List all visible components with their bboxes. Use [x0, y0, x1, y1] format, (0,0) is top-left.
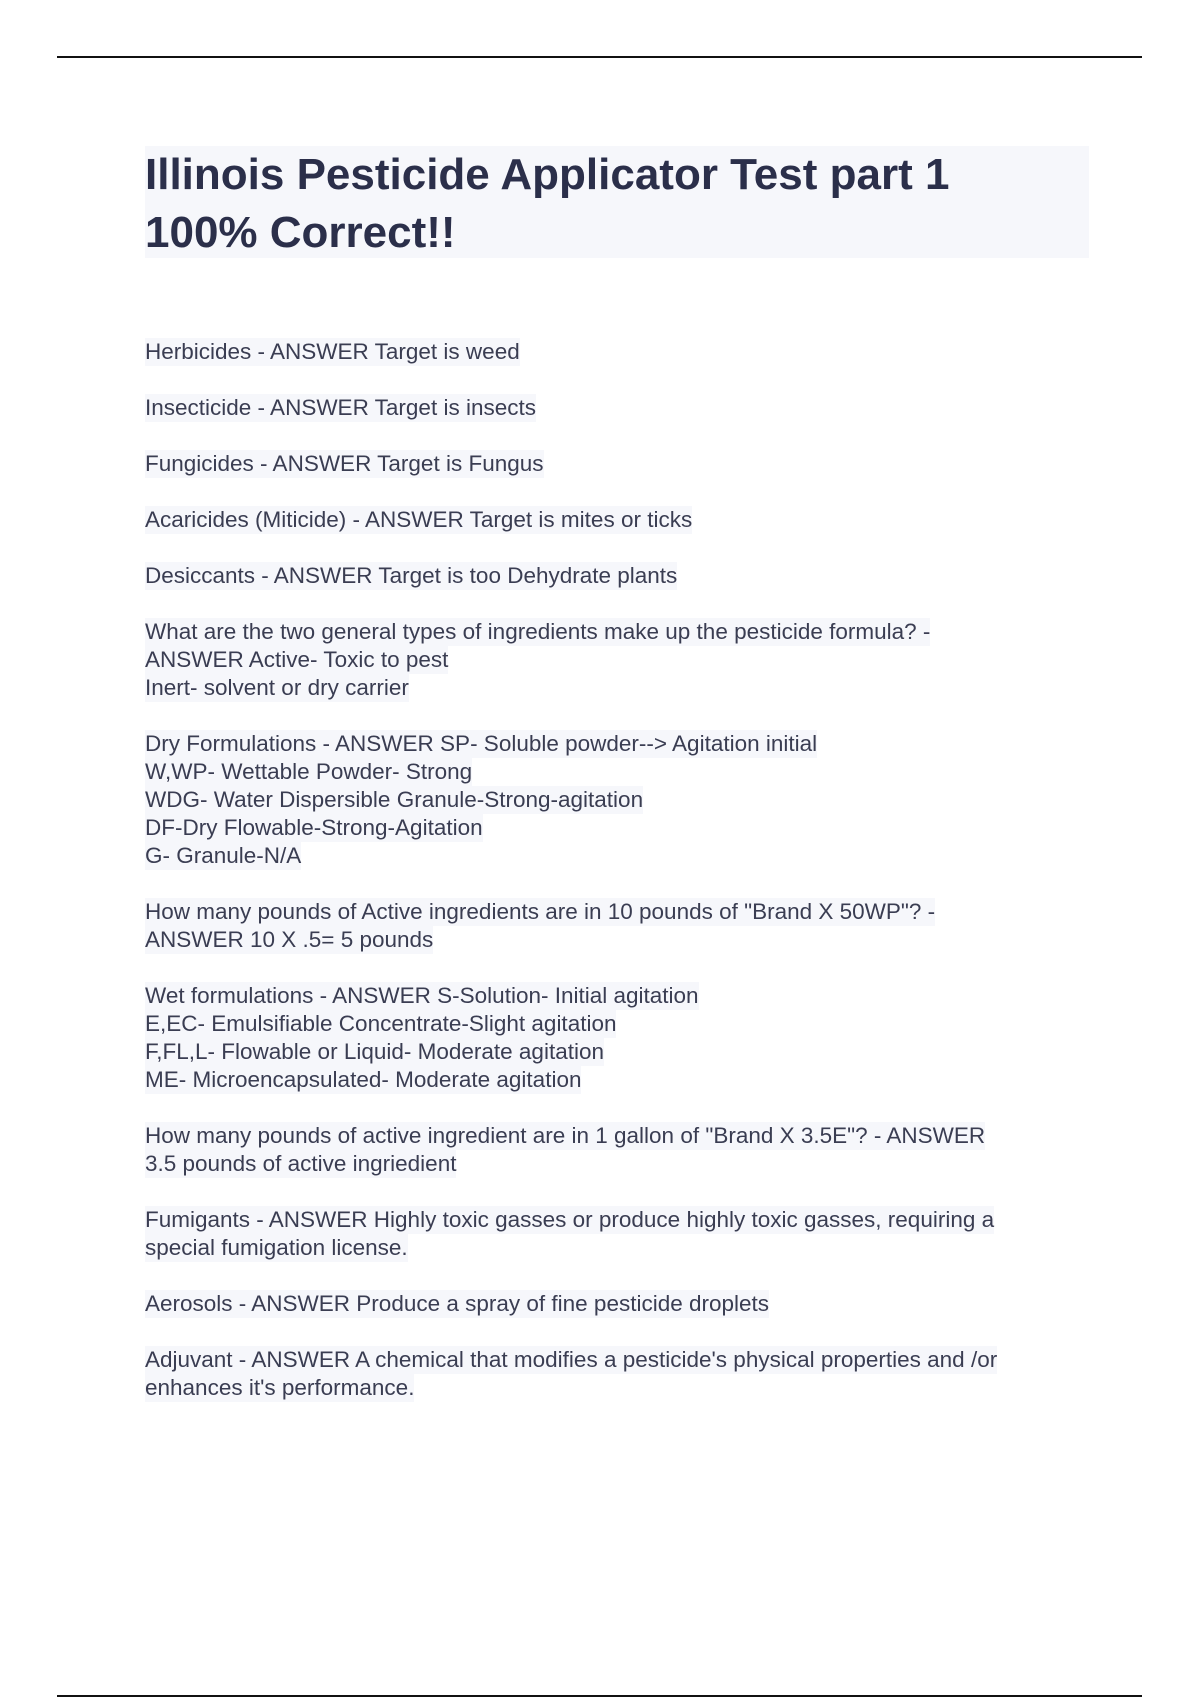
qa-line: G- Granule-N/A [145, 843, 302, 868]
qa-line: E,EC- Emulsifiable Concentrate-Slight agitation [145, 1011, 617, 1036]
document-title [145, 146, 1089, 262]
qa-line: WDG- Water Dispersible Granule-Strong-agitation [145, 787, 644, 812]
qa-line: How many pounds of Active ingredients are in 10 pounds of "Brand X 50WP"? - [145, 899, 936, 924]
qa-line: Herbicides - ANSWER Target is weed [145, 339, 520, 364]
qa-line: Insecticide - ANSWER Target is insects [145, 395, 536, 420]
qa-line: What are the two general types of ingredients make up the pesticide formula? - [145, 619, 931, 644]
qa-entry [145, 394, 1085, 422]
qa-line: Desiccants - ANSWER Target is too Dehydrate plants [145, 563, 678, 588]
qa-line: Dry Formulations - ANSWER SP- Soluble powder--> Agitation initial [145, 731, 818, 756]
qa-line: ANSWER 10 X .5= 5 pounds [145, 927, 434, 952]
qa-entry [145, 1206, 1085, 1262]
qa-entry [145, 562, 1085, 590]
header-rule [57, 56, 1142, 58]
qa-entry [145, 982, 1085, 1094]
qa-entry [145, 1290, 1085, 1318]
qa-line: Acaricides (Miticide) - ANSWER Target is mites or ticks [145, 507, 693, 532]
qa-line: Aerosols - ANSWER Produce a spray of fine pesticide droplets [145, 1291, 770, 1316]
qa-entry [145, 506, 1085, 534]
qa-line: Fungicides - ANSWER Target is Fungus [145, 451, 544, 476]
qa-line: W,WP- Wettable Powder- Strong [145, 759, 473, 784]
qa-line: DF-Dry Flowable-Strong-Agitation [145, 815, 483, 840]
qa-line: ANSWER Active- Toxic to pest [145, 647, 449, 672]
qa-line: enhances it's performance. [145, 1375, 415, 1400]
qa-line: 3.5 pounds of active ingriedient [145, 1151, 457, 1176]
qa-entry [145, 338, 1085, 366]
qa-line: Fumigants - ANSWER Highly toxic gasses or produce highly toxic gasses, requiring a [145, 1207, 995, 1232]
qa-line: Adjuvant - ANSWER A chemical that modifies a pesticide's physical properties and /or [145, 1347, 998, 1372]
qa-line: How many pounds of active ingredient are in 1 gallon of "Brand X 3.5E"? - ANSWER [145, 1123, 986, 1148]
qa-line: ME- Microencapsulated- Moderate agitation [145, 1067, 582, 1092]
qa-entry [145, 450, 1085, 478]
footer-rule [57, 1695, 1142, 1697]
title-line: 100% Correct!! [145, 208, 456, 257]
qa-line: Inert- solvent or dry carrier [145, 675, 409, 700]
qa-list [145, 338, 1085, 1430]
qa-line: Wet formulations - ANSWER S-Solution- Initial agitation [145, 983, 699, 1008]
qa-entry [145, 1122, 1085, 1178]
title-line: Illinois Pesticide Applicator Test part 1 [145, 150, 950, 199]
qa-line: special fumigation license. [145, 1235, 408, 1260]
qa-entry [145, 1346, 1085, 1402]
qa-entry [145, 898, 1085, 954]
qa-entry [145, 730, 1085, 870]
qa-line: F,FL,L- Flowable or Liquid- Moderate agitation [145, 1039, 604, 1064]
qa-entry [145, 618, 1085, 702]
